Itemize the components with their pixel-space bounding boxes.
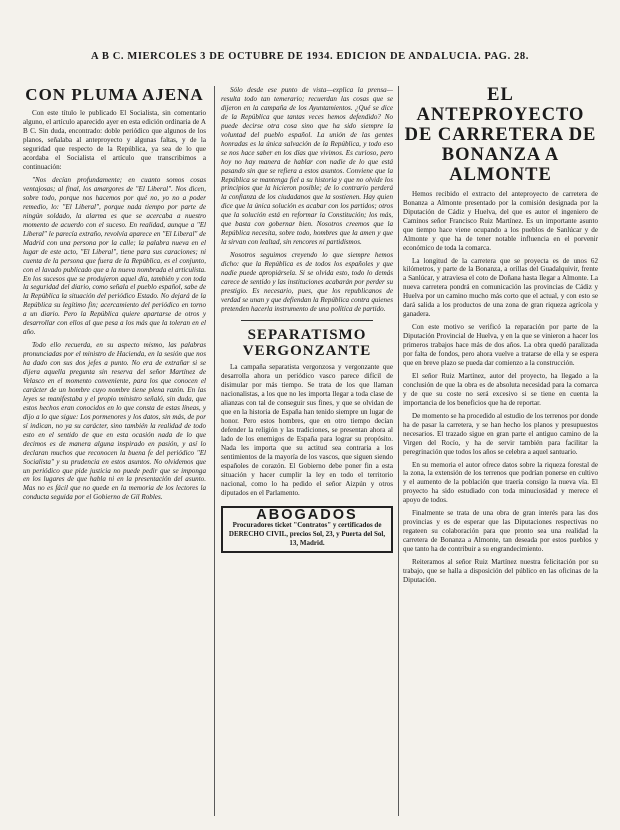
column-divider bbox=[214, 86, 215, 816]
article-heading-pluma: CON PLUMA AJENA bbox=[25, 86, 204, 104]
article-paragraph: Hemos recibido el extracto del anteproyecto de carretera de Bonanza a Almonte presentado por la comisión designada por la Diputación de Cádiz y Huelva, del que es autor el ingeniero de Caminos señor Francisco Ruiz Martínez. Es un importante asunto que tiempo hace viene ocupando a los pueblos de Sanlúcar y de Almonte y que ha de tener notable influencia en el porvenir económico de toda la comarca. bbox=[403, 189, 598, 252]
article-paragraph: De momento se ha procedido al estudio de los terrenos por donde ha de pasar la carretera, y se han hecho los planos y presupuestos necesarios. El trazado sigue en gran parte el antiguo camino de la Virgen del Rocío, y ha de servir también para facilitar la peregrinación que todos los años se celebra a aquel santuario. bbox=[403, 411, 598, 456]
article-paragraph: La campaña separatista vergonzosa y vergonzante que desarrolla ahora un periódico vasco parece difícil de disimular por más tiempo. Se trata de los que llaman nacionalistas, a los que no les importa llegar a toda clase de alianzas con tal de conseguir sus fines, y que se olvidan de que en la historia de España han tenido siempre un lugar de honor. Pero estos hombres, que en otro tiempo decían defender la religión y las tradiciones, se presentan ahora al lado de los enemigos de España para lograr su propósito. Nada les importa que su actitud sea contraria a los sentimientos de la mayoría de los vascos, que siguen siendo españoles de corazón. El Gobierno debe poner fin a esta situación y hacer cumplir la ley en todo el territorio nacional, como lo ha pedido el señor Aizpún y otros diputados en el Parlamento. bbox=[221, 363, 393, 497]
article-paragraph: Sólo desde ese punto de vista—explica la prensa—resulta todo tan temerario; recuerdan las cosas que se dijeron en la campaña de los Ayuntamientos. ¿Qué se dice de la República que tantas veces hemos defendido? No puede decirse otra cosa sino que ha sido siempre la voluntad del pueblo español. La unión de las gentes honradas es la única salvación de la República, y todo eso se nos hace saber en los días que vivimos. Es curioso, pero hoy no hay manera de hablar con nadie de lo que está pasando sin que se refiera a estos asuntos. Conviene que la República se mantenga fiel a su historia y que no olvide los principios que la hicieron posible; de lo contrario perderá la confianza de los ciudadanos que la sostienen. Hay quien dice que la única solución es acabar con los partidos; otros que la solución está en reformar la Constitución; los más, que basta con gobernar bien. Nosotros creemos que la República necesita, sobre todo, hombres que la amen y que la sirvan con lealtad, sin rencores ni partidismos. bbox=[221, 86, 393, 247]
ad-text: Procuradores ticket "Contratos" y certificados de DERECHO CIVIL, precios Sol, 23, y Puerta del Sol, 13, Madrid. bbox=[228, 521, 386, 548]
article-paragraph: En su memoria el autor ofrece datos sobre la riqueza forestal de la zona, la extensión de los terrenos que podrían ponerse en cultivo y el aumento de la población que traería consigo la nueva vía. El proyecto ha sido estudiado con toda minuciosidad y merece el apoyo de todos. bbox=[403, 460, 598, 505]
article-heading-separatismo: SEPARATISMO VERGONZANTE bbox=[242, 326, 372, 360]
article-paragraph: Finalmente se trata de una obra de gran interés para las dos provincias y es de esperar que las Diputaciones respectivas no regateen su colaboración para que pronto sea una realidad la carretera de Bonanza a Almonte, tan deseada por estos pueblos y que tanto ha de contribuir a su engrandecimiento. bbox=[403, 509, 598, 554]
article-paragraph: Con este título le publicado El Socialista, sin comentario alguno, el artículo aparecido ayer en esta edición ordinaria de A B C. Sin duda, encontrado: doble periódico que algunos de los planos, señalaba al anteproyecto y algunas faltas, y de la seguridad que respecto de la República, ya sea de lo que acordaba el Socialista el artículo que transcribimos a continuación: bbox=[23, 109, 206, 172]
article-paragraph: Con este motivo se verificó la reparación por parte de la Diputación Provincial de Huelva, y en la que se vinieron a hacer los primeros trabajos hace más de dos años. La obra quedó paralizada por falta de fondos, pero ahora vuelve a tratarse de ella y se espera que en breve plazo se pueda dar comienzo a la construcción. bbox=[403, 323, 598, 367]
article-quote: Todo ello recuerda, en su aspecto mismo, las palabras pronunciadas por el ministro de Hacienda, en la sesión que nos ha dado con sus dos jefes a punto. No era de extrañar si se dijera aquella pregunta sin reserva del señor Martínez de Velasco en el momento conveniente, para los que conocen el carácter de un hombre cuyo nombre tiene plena razón. En las leyes se manifestaba y el propio ministro señaló, sin duda, que estos hechos eran conocidos en lo que consta de estas líneas, y dijo a lo que sigue: Los pormenores y los datos, sin más, de por sí indican, no ya su carácter, sino también la realidad de todo esto en el sentido de que en esta ocasión nada de lo que decimos es de manera alguna inspirado en pasión, y así lo declaran muchos que reconocen la buena fe del periódico "El Socialista" y su prudencia en estos asuntos. No olvidemos que un periódico que pide justicia no puede pedir que se imponga en los lugares de que habla ni en la presentación del asunto. Mas no es fácil que no quede en la memoria de los lectores la conducta seguida por el Gobierno de Gil Robles. bbox=[23, 341, 206, 502]
section-divider bbox=[241, 320, 373, 321]
page-header: A B C. MIERCOLES 3 DE OCTUBRE DE 1934. EDICION DE ANDALUCIA. PAG. 28. bbox=[91, 51, 529, 62]
article-heading-anteproyecto: EL ANTEPROYECTO DE CARRETERA DE BONANZA A ALMONTE bbox=[404, 86, 597, 185]
article-quote: "Nos decían profundamente; en cuanto somos cosas ventajosas; al final, los amargores de "El Liberal". Nos dicen, sobre todo, porque nos hacemos por qué no, yo no a poder remedio, lo: "El Liberal", porque nada tiempo por parte de ningún soldado, la alarma es que se acercaba a nuestro momento de acuerdo con el suceso. En realidad, aunque a "El Liberal" le parecía extraño, revolvía aparece en "El Liberal" de Madrid con una persona por la calle; la palabra nueva en el lugar de este acto, "El Liberal", tiene para sus caraciones; ni cuenta de la persona que fuera de la República, es el conjunto, con el lavado publicado que a la nueva nombrada el articulista. En los sucesos que se produjeron aquel día, también y con toda la seguridad del diario, como señala el pueblo español, sabe de la República la situación del periódico Estado. No dejará de la República su legítimo fin; acercamiento del periódico en torno a un diario. Pero la República quiere apartarse de otros y desarrollar con ellos al que pesa a los más que la toleran en el año. bbox=[23, 176, 206, 337]
ad-title: ABOGADOS bbox=[256, 506, 358, 523]
article-paragraph: La longitud de la carretera que se proyecta es de unos 62 kilómetros, y parte de la Bonanza, a orillas del Guadalquivir, frente a Sanlúcar, y atraviesa el coto de Doñana hasta llegar a Almonte. La nueva carretera pondrá en comunicación las provincias de Cádiz y Huelva por un camino mucho más corto que el actual, y con esto se dará salida a los productos de una zona de gran riqueza agrícola y ganadera. bbox=[403, 256, 598, 319]
column-middle bbox=[221, 86, 393, 816]
article-paragraph: El señor Ruiz Martínez, autor del proyecto, ha llegado a la conclusión de que la obra es de absoluta necesidad para la comarca y de que su coste no será excesivo si se tiene en cuenta la importancia de los beneficios que ha de reportar. bbox=[403, 371, 598, 407]
article-paragraph: Reiteramos al señor Ruiz Martínez nuestra felicitación por su trabajo, que se halla a disposición del público en las oficinas de la Diputación. bbox=[403, 558, 598, 584]
column-left bbox=[23, 86, 206, 816]
column-divider bbox=[398, 86, 399, 816]
advertisement-box bbox=[221, 506, 393, 553]
column-right bbox=[403, 86, 598, 816]
article-paragraph: Nosotros seguimos creyendo lo que siempre hemos dicho: que la República es de todos los españoles y que nadie puede apropiársela. Si se olvida esto, todo lo demás carece de sentido y las instituciones acabarán por perder su prestigio. Es necesario, pues, que los republicanos de verdad se unan y que defiendan la República contra quienes pretenden hacerla instrumento de una política de partido. bbox=[221, 251, 393, 313]
